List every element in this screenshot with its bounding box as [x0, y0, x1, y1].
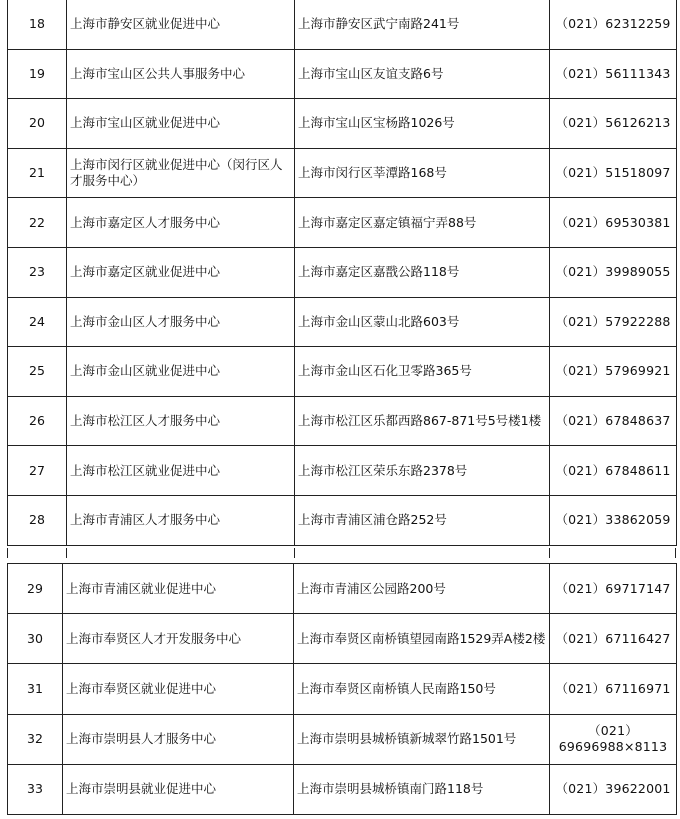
table-row	[8, 198, 677, 248]
center-address: 上海市奉贤区南桥镇望园南路1529弄A楼2楼	[294, 614, 550, 664]
border-stub	[549, 548, 550, 558]
table-row	[8, 396, 677, 446]
table-row	[8, 495, 677, 545]
center-name: 上海市崇明县人才服务中心	[63, 714, 294, 764]
row-number: 25	[8, 347, 67, 397]
border-stub	[675, 548, 676, 558]
center-phone: （021）56111343	[550, 49, 677, 99]
row-number: 19	[8, 49, 67, 99]
row-number: 20	[8, 99, 67, 149]
center-name: 上海市闵行区就业促进中心（闵行区人才服务中心）	[67, 148, 295, 198]
center-phone: （021）33862059	[550, 495, 677, 545]
center-phone: （021）67848637	[550, 396, 677, 446]
center-address: 上海市松江区乐都西路867-871号5号楼1楼	[295, 396, 550, 446]
center-address: 上海市静安区武宁南路241号	[295, 0, 550, 49]
center-phone: （021）57922288	[550, 297, 677, 347]
table-row	[8, 247, 677, 297]
table-row	[8, 764, 677, 814]
center-name: 上海市奉贤区人才开发服务中心	[63, 614, 294, 664]
row-number: 30	[8, 614, 63, 664]
center-phone: （021）39622001	[550, 764, 677, 814]
table-row	[8, 49, 677, 99]
center-phone: （021）57969921	[550, 347, 677, 397]
row-number: 27	[8, 446, 67, 496]
center-address: 上海市奉贤区南桥镇人民南路150号	[294, 664, 550, 714]
center-address: 上海市嘉定区嘉戬公路118号	[295, 247, 550, 297]
center-phone: （021）69696988×8113	[550, 714, 677, 764]
center-phone: （021）39989055	[550, 247, 677, 297]
table-row	[8, 0, 677, 49]
table-row	[8, 664, 677, 714]
service-center-table-part1	[7, 0, 677, 546]
center-phone: （021）51518097	[550, 148, 677, 198]
center-address: 上海市崇明县城桥镇南门路118号	[294, 764, 550, 814]
center-name: 上海市金山区人才服务中心	[67, 297, 295, 347]
table-row	[8, 99, 677, 149]
center-phone: （021）67848611	[550, 446, 677, 496]
center-name: 上海市青浦区就业促进中心	[63, 564, 294, 614]
page-gap	[0, 553, 680, 563]
center-phone: （021）67116971	[550, 664, 677, 714]
center-name: 上海市嘉定区人才服务中心	[67, 198, 295, 248]
center-address: 上海市金山区蒙山北路603号	[295, 297, 550, 347]
center-name: 上海市青浦区人才服务中心	[67, 495, 295, 545]
center-phone: （021）69530381	[550, 198, 677, 248]
center-address: 上海市金山区石化卫零路365号	[295, 347, 550, 397]
center-address: 上海市青浦区浦仓路252号	[295, 495, 550, 545]
table-row	[8, 148, 677, 198]
center-phone: （021）56126213	[550, 99, 677, 149]
center-address: 上海市崇明县城桥镇新城翠竹路1501号	[294, 714, 550, 764]
row-number: 28	[8, 495, 67, 545]
row-number: 29	[8, 564, 63, 614]
table-row	[8, 446, 677, 496]
center-address: 上海市青浦区公园路200号	[294, 564, 550, 614]
border-stub	[66, 548, 67, 558]
row-number: 24	[8, 297, 67, 347]
table-row	[8, 347, 677, 397]
center-address: 上海市嘉定区嘉定镇福宁弄88号	[295, 198, 550, 248]
border-stub	[294, 548, 295, 558]
center-address: 上海市宝山区宝杨路1026号	[295, 99, 550, 149]
center-address: 上海市松江区荣乐东路2378号	[295, 446, 550, 496]
center-name: 上海市崇明县就业促进中心	[63, 764, 294, 814]
row-number: 18	[8, 0, 67, 49]
center-phone: （021）69717147	[550, 564, 677, 614]
row-number: 26	[8, 396, 67, 446]
service-center-table-part2	[7, 563, 677, 815]
center-name: 上海市金山区就业促进中心	[67, 347, 295, 397]
center-name: 上海市奉贤区就业促进中心	[63, 664, 294, 714]
table-row	[8, 564, 677, 614]
row-number: 31	[8, 664, 63, 714]
table-row	[8, 297, 677, 347]
row-number: 32	[8, 714, 63, 764]
center-phone: （021）62312259	[550, 0, 677, 49]
center-name: 上海市静安区就业促进中心	[67, 0, 295, 49]
center-name: 上海市嘉定区就业促进中心	[67, 247, 295, 297]
center-name: 上海市松江区人才服务中心	[67, 396, 295, 446]
center-name: 上海市宝山区公共人事服务中心	[67, 49, 295, 99]
center-phone: （021）67116427	[550, 614, 677, 664]
row-number: 23	[8, 247, 67, 297]
row-number: 21	[8, 148, 67, 198]
center-address: 上海市宝山区友谊支路6号	[295, 49, 550, 99]
border-stub	[7, 548, 8, 558]
table-row	[8, 614, 677, 664]
center-name: 上海市宝山区就业促进中心	[67, 99, 295, 149]
center-name: 上海市松江区就业促进中心	[67, 446, 295, 496]
table-row	[8, 714, 677, 764]
center-address: 上海市闵行区莘潭路168号	[295, 148, 550, 198]
row-number: 33	[8, 764, 63, 814]
row-number: 22	[8, 198, 67, 248]
